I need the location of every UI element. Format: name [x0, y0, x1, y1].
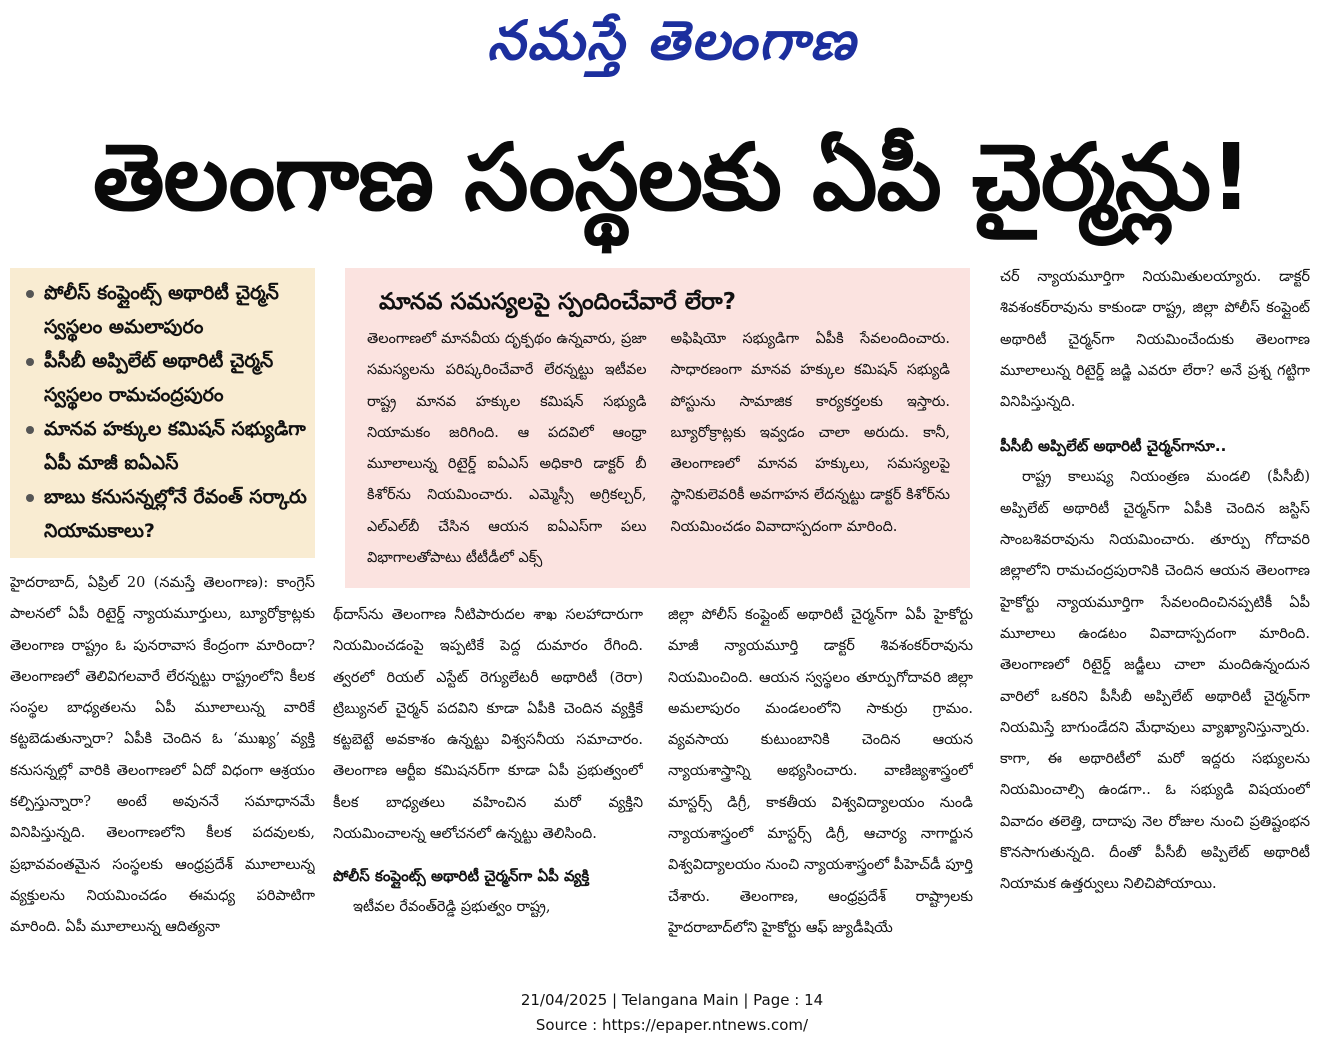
bullet-icon — [26, 494, 34, 502]
highlight-item: మానవ హక్కుల కమిషన్ సభ్యుడిగా ఏపీ మాజీ ఐఏఎస్ — [22, 412, 307, 480]
footer-date-page: 21/04/2025 | Telangana Main | Page : 14 — [520, 991, 824, 1009]
article-col-4-text: రాష్ట్ర కాలుష్య నియంత్రణ మండలి (పీసీబీ) అప్పిలేట్ అథారిటీ చైర్మన్‌గా ఏపీకి చెందిన జస్టిస్ సాంబశివరావును నియమించారు. తూర్పు గోదావరి జిల్లాలోని రామచంద్రపురానికి చెందిన ఆయన తెలంగాణ హైకోర్టు న్యాయమూర్తిగా సేవలందించినప్పటికీ ఏపీ మూలాలు ఉండటం వివాదాస్పదంగా మారింది. తెలంగాణలో రిటైర్డ్ జడ్జీలు చాలా మందిఉన్నందున వారిలో ఒకరిని పీసీబీ అప్పిలేట్ అథారిటీ చైర్మన్‌గా నియమిస్తే బాగుండేదని మేధావులు వ్యాఖ్యానిస్తున్నారు. కాగా, ఈ అథారిటీలో మరో ఇద్దరు సభ్యులను నియమించాల్సి ఉండగా.. ఓ సభ్యుడి విషయంలో వివాదం తలెత్తి, దాదాపు నెల రోజుల నుంచి ప్రతిష్టంభన కొనసాగుతున్నది. దీంతో పీసీబీ అప్పిలేట్ అథారిటీ నియామక ఉత్తర్వులు నిలిచిపోయాయి. — [1000, 469, 1310, 893]
bullet-icon — [26, 358, 34, 366]
sidebar-story-col-2: అఫిషియో సభ్యుడిగా ఏపీకి సేవలందించారు. సాధారణంగా మానవ హక్కుల కమిషన్ సభ్యుడి పోస్టును సామాజిక కార్యకర్తలకు ఇస్తారు. బ్యూరోక్రాట్లకు ఇవ్వడం చాలా అరుదు. కానీ, తెలంగాణలో మానవ హక్కులు, సమస్యలపై స్థానికులెవరికీ అవగాహన లేదన్నట్టు డాక్టర్ కిశోర్‌ను నియమించడం వివాదాస్పదంగా మారింది. — [670, 331, 950, 535]
article-subhead: పీసీబీ అప్పిలేట్ అథారిటీ చైర్మన్‌గానూ.. — [1000, 437, 1227, 456]
sidebar-story-col-1: తెలంగాణలో మానవీయ దృక్పథం ఉన్నవారు, ప్రజా సమస్యలను పరిష్కరించేవారే లేరన్నట్టు ఇటీవల రాష్ట్ర మానవ హక్కుల కమిషన్ సభ్యుడి నియామకం జరిగింది. ఆ పదవిలో ఆంధ్రా మూలాలున్న రిటైర్డ్ ఐఏఎస్ అధికారి డాక్టర్ బీ కిశోర్‌ను నియమించారు. ఎమ్మెస్సీ అగ్రికల్చర్, ఎల్ఎల్‌బీ చేసిన ఆయన ఐఏఎస్‌గా పలు విభాగాలతోపాటు టీటీడీలో ఎక్స్ — [367, 331, 647, 567]
article-subhead: పోలీస్ కంప్లైంట్స్ అథారిటీ చైర్మన్‌గా ఏపీ వ్యక్తి — [333, 867, 590, 886]
sidebar-story-box — [345, 268, 970, 588]
highlight-item: పోలీస్ కంప్లైంట్స్ అథారిటీ చైర్మన్ స్వస్థలం అమలాపురం — [22, 276, 307, 344]
article-col-3-text: జిల్లా పోలీస్ కంప్లైంట్ అథారిటీ చైర్మన్‌గా ఏపీ హైకోర్టు మాజీ న్యాయమూర్తి డాక్టర్ శివశంకర్‌రావును నియమించింది. ఆయన స్వస్థలం తూర్పుగోదావరి జిల్లా అమలాపురం మండలంలోని సాకుర్రు గ్రామం. వ్యవసాయ కుటుంబానికి చెందిన ఆయన న్యాయశాస్త్రాన్ని అభ్యసించారు. వాణిజ్యశాస్త్రంలో మాస్టర్స్ డిగ్రీ, కాకతీయ విశ్వవిద్యాలయం నుండి న్యాయశాస్త్రంలో మాస్టర్స్ డిగ్రీ, ఆచార్య నాగార్జున విశ్వవిద్యాలయం నుంచి న్యాయశాస్త్రంలో పీహెచ్‌డీ పూర్తి చేశారు. తెలంగాణ, ఆంధ్రప్రదేశ్ రాష్ట్రాలకు హైదరాబాద్‌లోని హైకోర్టు ఆఫ్ జ్యుడీషియే — [668, 607, 973, 936]
article-col-3 — [668, 600, 973, 975]
article-col-2 — [333, 600, 643, 975]
page-footer — [0, 988, 1344, 1038]
article-col-2-text: థ్‌దాస్‌ను తెలంగాణ నీటిపారుదల శాఖ సలహాదారుగా నియమించడంపై ఇప్పటికే పెద్ద దుమారం రేగింది. త్వరలో రియల్ ఎస్టేట్ రెగ్యులేటరీ అథారిటీ (రెరా) ట్రిబ్యునల్ చైర్మన్ పదవిని కూడా ఏపీకి చెందిన వ్యక్తికే కట్టబెట్టే అవకాశం ఉన్నట్టు విశ్వసనీయ సమాచారం. తెలంగాణ ఆర్టీఐ కమిషనర్‌గా కూడా ఏపీ ప్రభుత్వంలో కీలక బాధ్యతలు వహించిన మరో వ్యక్తిని నియమించాలన్న ఆలోచనలో ఉన్నట్టు తెలిసింది. — [333, 607, 643, 843]
article-col-4-top: చర్ న్యాయమూర్తిగా నియమితులయ్యారు. డాక్టర్ శివశంకర్‌రావును కాకుండా రాష్ట్ర, జిల్లా పోలీస్ కంప్లైంట్ అథారిటీ చైర్మన్‌గా నియమించేందుకు తెలంగాణ మూలాలున్న రిటైర్డ్ జడ్జి ఎవరూ లేరా? అనే ప్రశ్న గట్టిగా వినిపిస్తున్నది. — [1000, 269, 1310, 411]
highlight-item: పీసీబీ అప్పిలేట్ అథారిటీ చైర్మన్ స్వస్థలం రామచంద్రపురం — [22, 344, 307, 412]
article-col-1 — [10, 568, 315, 973]
article-col-4 — [1000, 262, 1310, 975]
highlights-box — [10, 268, 315, 558]
masthead — [0, 2, 1344, 80]
bullet-icon — [26, 426, 34, 434]
headline: తెలంగాణ సంస్థలకు ఏపీ చైర్మన్లు! — [92, 124, 1252, 231]
article-col-2-tail: ఇటీవల రేవంత్‌రెడ్డి ప్రభుత్వం రాష్ట్ర, — [353, 899, 551, 916]
sidebar-story-title: మానవ సమస్యలపై స్పందించేవారే లేరా? — [379, 289, 736, 315]
article-col-1-text: హైదరాబాద్, ఏప్రిల్ 20 (నమస్తే తెలంగాణ): కాంగ్రెస్ పాలనలో ఏపీ రిటైర్డ్ న్యాయమూర్తులు, బ్యూరోక్రాట్లకు తెలంగాణ రాష్ట్రం ఓ పునరావాస కేంద్రంగా మారిందా? తెలంగాణలో తెలివిగలవారే లేరన్నట్టు రాష్ట్రంలోని కీలక సంస్థల బాధ్యతలను ఏపీ మూలాలున్న వారికే కట్టబెడుతున్నారా? ఏపీకి చెందిన ఓ ‘ముఖ్య’ వ్యక్తి కనుసన్నల్లో వారికి తెలంగాణలో ఏదో విధంగా ఆశ్రయం కల్పిస్తున్నారా? అంటే అవుననే సమాధానమే వినిపిస్తున్నది. తెలంగాణలోని కీలక పదవులకు, ప్రభావవంతమైన సంస్థలకు ఆంధ్రప్రదేశ్ మూలాలున్న వ్యక్తులను నియమించడం ఈమధ్య పరిపాటిగా మారింది. ఏపీ మూలాలున్న ఆదిత్యనా — [10, 575, 315, 936]
highlight-item: బాబు కనుసన్నల్లోనే రేవంత్ సర్కారు నియామకాలు? — [22, 480, 307, 548]
masthead-logo: నమస్తే తెలంగాణ — [487, 9, 857, 72]
sidebar-story-columns — [367, 324, 950, 574]
footer-source: Source : https://epaper.ntnews.com/ — [535, 1016, 809, 1034]
bullet-icon — [26, 290, 34, 298]
